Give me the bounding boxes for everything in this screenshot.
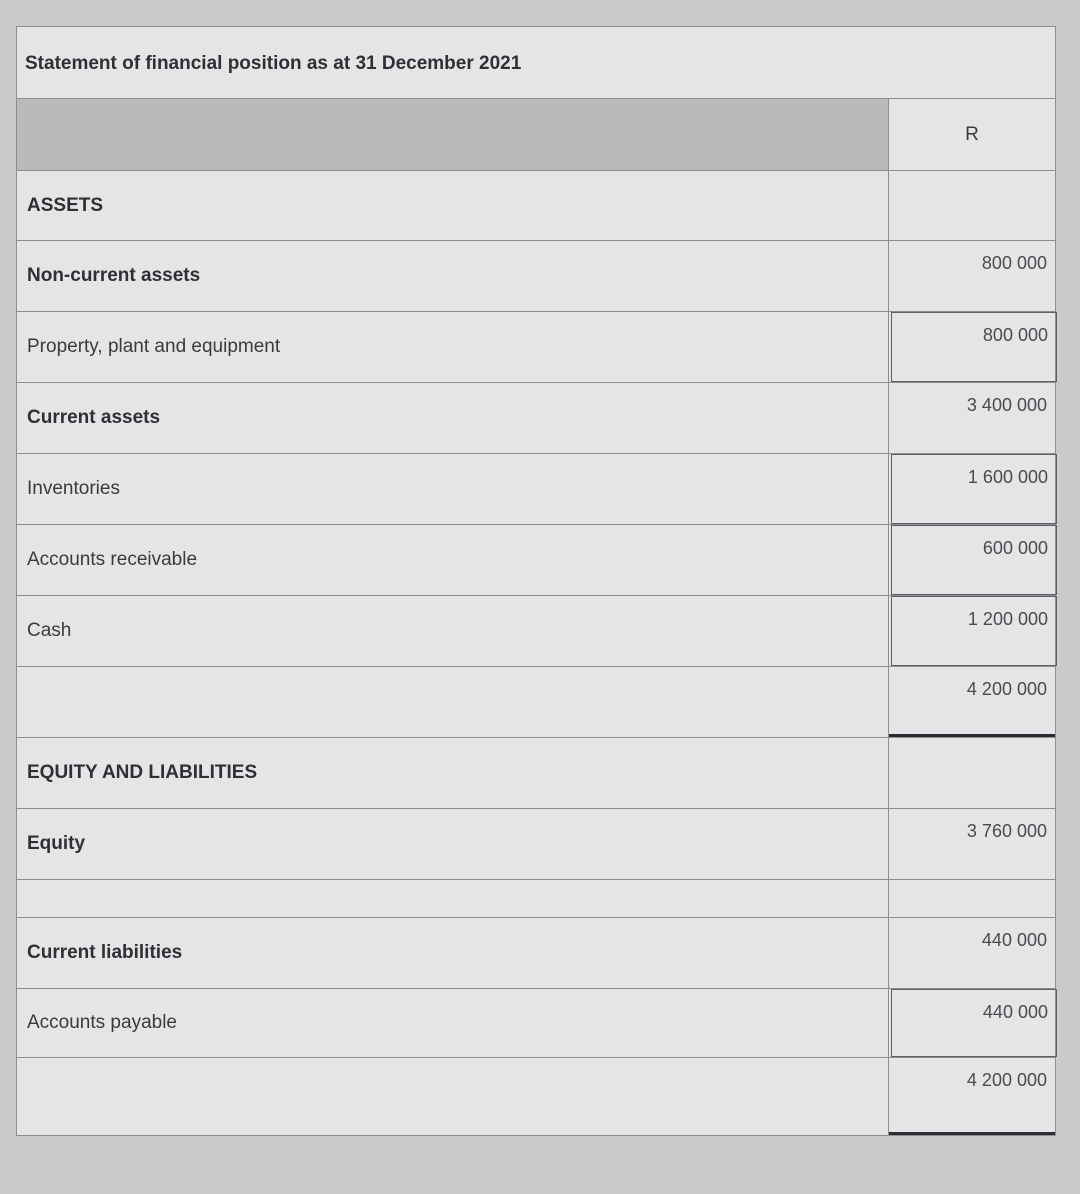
row-value: 600 000 <box>982 538 1048 558</box>
table-row-assets <box>17 171 1055 241</box>
row-label: ASSETS <box>27 194 104 216</box>
row-label: Accounts payable <box>27 1012 177 1033</box>
statement-title: Statement of financial position as at 31 December 2021 <box>25 53 522 74</box>
table-row-total-equity-liabilities <box>17 1058 1055 1135</box>
row-label: Inventories <box>27 478 120 499</box>
row-value: 440 000 <box>982 1002 1048 1022</box>
row-label: Property, plant and equipment <box>27 336 281 357</box>
table-row-total-assets <box>17 667 1055 738</box>
row-label: Non-current assets <box>27 265 201 286</box>
header-row <box>17 99 1055 171</box>
table-row-equity-and-liabilities <box>17 738 1055 809</box>
header-value-cell <box>889 99 1055 170</box>
row-value: 1 200 000 <box>967 609 1048 629</box>
row-label: Current liabilities <box>27 942 183 963</box>
row-value: 800 000 <box>982 325 1048 345</box>
table-row-current-assets <box>17 383 1055 454</box>
total-equity-liabilities-value: 4 200 000 <box>966 1070 1047 1090</box>
row-label: Current assets <box>27 407 161 428</box>
row-value: 1 600 000 <box>967 467 1048 487</box>
table-row-accounts-payable <box>17 989 1055 1058</box>
table-row-current-liabilities <box>17 918 1055 989</box>
table-row-blank <box>17 880 1055 918</box>
table-row-accounts-receivable <box>17 525 1055 596</box>
title-row <box>17 27 1055 99</box>
table-row-ppe <box>17 312 1055 383</box>
total-assets-value: 4 200 000 <box>966 679 1047 699</box>
header-label-cell <box>17 99 889 170</box>
table-row-inventories <box>17 454 1055 525</box>
row-label: Accounts receivable <box>27 549 198 570</box>
financial-statement-table <box>16 26 1056 1136</box>
table-row-non-current-assets <box>17 241 1055 312</box>
row-value: 440 000 <box>981 930 1047 950</box>
row-label: EQUITY AND LIABILITIES <box>27 762 258 783</box>
table-row-cash <box>17 596 1055 667</box>
currency-header: R <box>965 123 979 145</box>
row-value: 800 000 <box>981 253 1047 273</box>
table-row-equity <box>17 809 1055 880</box>
row-value: 3 760 000 <box>966 821 1047 841</box>
row-label: Equity <box>27 833 86 854</box>
row-value: 3 400 000 <box>966 395 1047 415</box>
row-label: Cash <box>27 620 72 641</box>
